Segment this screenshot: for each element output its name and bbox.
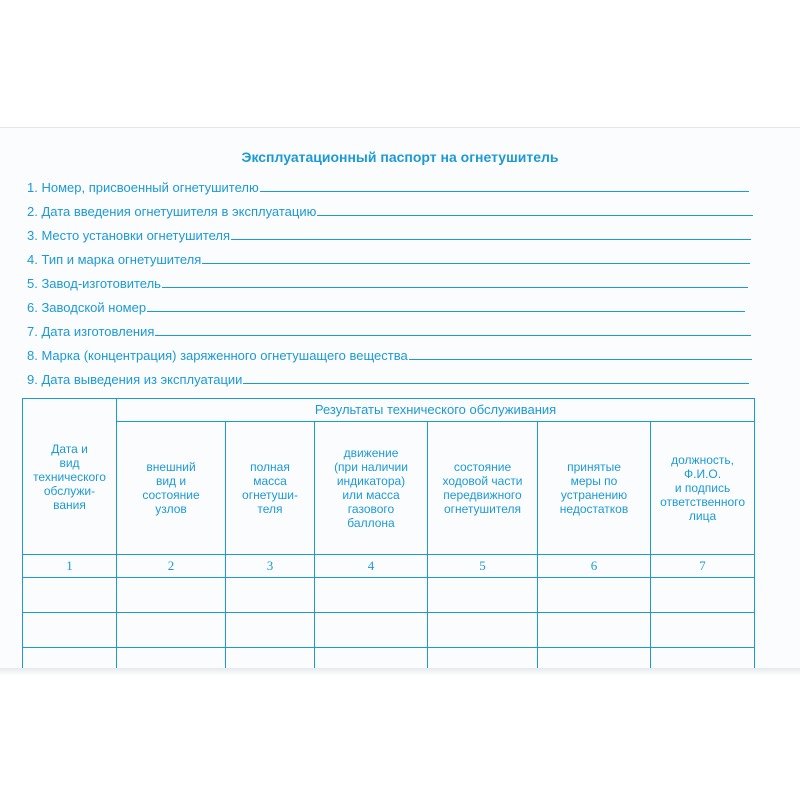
field-label: 9. Дата выведения из эксплуатации — [27, 372, 243, 387]
field-label: 6. Заводской номер — [27, 300, 147, 315]
field-extinguisher-number[interactable] — [27, 175, 749, 195]
sheet-shadow — [0, 668, 800, 676]
column-header-chassis: состояние ходовой части передвижного огнетушителя — [428, 422, 538, 555]
field-value-line[interactable] — [147, 311, 745, 312]
field-value-line[interactable] — [162, 287, 748, 288]
table-cell[interactable] — [226, 578, 315, 613]
column-number: 3 — [226, 555, 315, 578]
table-cell[interactable] — [651, 613, 755, 648]
field-label: 8. Марка (концентрация) заряженного огнетушащего вещества — [27, 348, 408, 363]
column-header-appearance: внешний вид и состояние узлов — [117, 422, 226, 555]
field-label: 4. Тип и марка огнетушителя — [27, 252, 202, 267]
field-decommissioning-date[interactable] — [27, 367, 749, 387]
table-cell[interactable] — [315, 613, 428, 648]
table-cell[interactable] — [23, 578, 117, 613]
field-value-line[interactable] — [409, 359, 752, 360]
field-value-line[interactable] — [155, 335, 751, 336]
column-number: 7 — [651, 555, 755, 578]
table-cell[interactable] — [428, 578, 538, 613]
maintenance-table — [22, 398, 755, 673]
group-header-results: Результаты технического обслуживания — [117, 399, 755, 422]
field-type-and-brand[interactable] — [27, 247, 750, 267]
column-header-full-mass: полная масса огнетуши- теля — [226, 422, 315, 555]
field-label: 7. Дата изготовления — [27, 324, 155, 339]
field-value-line[interactable] — [243, 383, 749, 384]
field-commissioning-date[interactable] — [27, 199, 753, 219]
field-installation-place[interactable] — [27, 223, 751, 243]
field-label: 1. Номер, присвоенный огнетушителю — [27, 180, 259, 195]
table-cell[interactable] — [538, 613, 651, 648]
column-number: 6 — [538, 555, 651, 578]
column-number: 1 — [23, 555, 117, 578]
column-number: 2 — [117, 555, 226, 578]
passport-sheet — [0, 127, 800, 673]
column-numbers-row — [23, 555, 755, 578]
column-number: 5 — [428, 555, 538, 578]
table-cell[interactable] — [538, 578, 651, 613]
table-cell[interactable] — [117, 613, 226, 648]
table-cell[interactable] — [428, 613, 538, 648]
field-agent-brand[interactable] — [27, 343, 752, 363]
field-value-line[interactable] — [317, 215, 753, 216]
table-cell[interactable] — [651, 578, 755, 613]
field-manufacture-date[interactable] — [27, 319, 751, 339]
column-header-date: Дата и вид технического обслужи- вания — [23, 399, 117, 555]
field-label: 2. Дата введения огнетушителя в эксплуатацию — [27, 204, 317, 219]
field-value-line[interactable] — [202, 263, 750, 264]
field-manufacturer[interactable] — [27, 271, 748, 291]
column-number: 4 — [315, 555, 428, 578]
column-header-measures: принятые меры по устранению недостатков — [538, 422, 651, 555]
field-serial-number[interactable] — [27, 295, 745, 315]
table-cell[interactable] — [117, 578, 226, 613]
field-label: 3. Место установки огнетушителя — [27, 228, 231, 243]
column-header-responsible: должность, Ф.И.О. и подпись ответственного лица — [651, 422, 755, 555]
table-cell[interactable] — [226, 613, 315, 648]
table-row — [23, 578, 755, 613]
field-value-line[interactable] — [260, 191, 749, 192]
field-value-line[interactable] — [231, 239, 751, 240]
table-cell[interactable] — [315, 578, 428, 613]
table-row — [23, 613, 755, 648]
form-title: Эксплуатационный паспорт на огнетушитель — [241, 149, 559, 165]
table-cell[interactable] — [23, 613, 117, 648]
field-label: 5. Завод-изготовитель — [27, 276, 161, 291]
column-header-indicator: движение (при наличии индикатора) или масса газового баллона — [315, 422, 428, 555]
